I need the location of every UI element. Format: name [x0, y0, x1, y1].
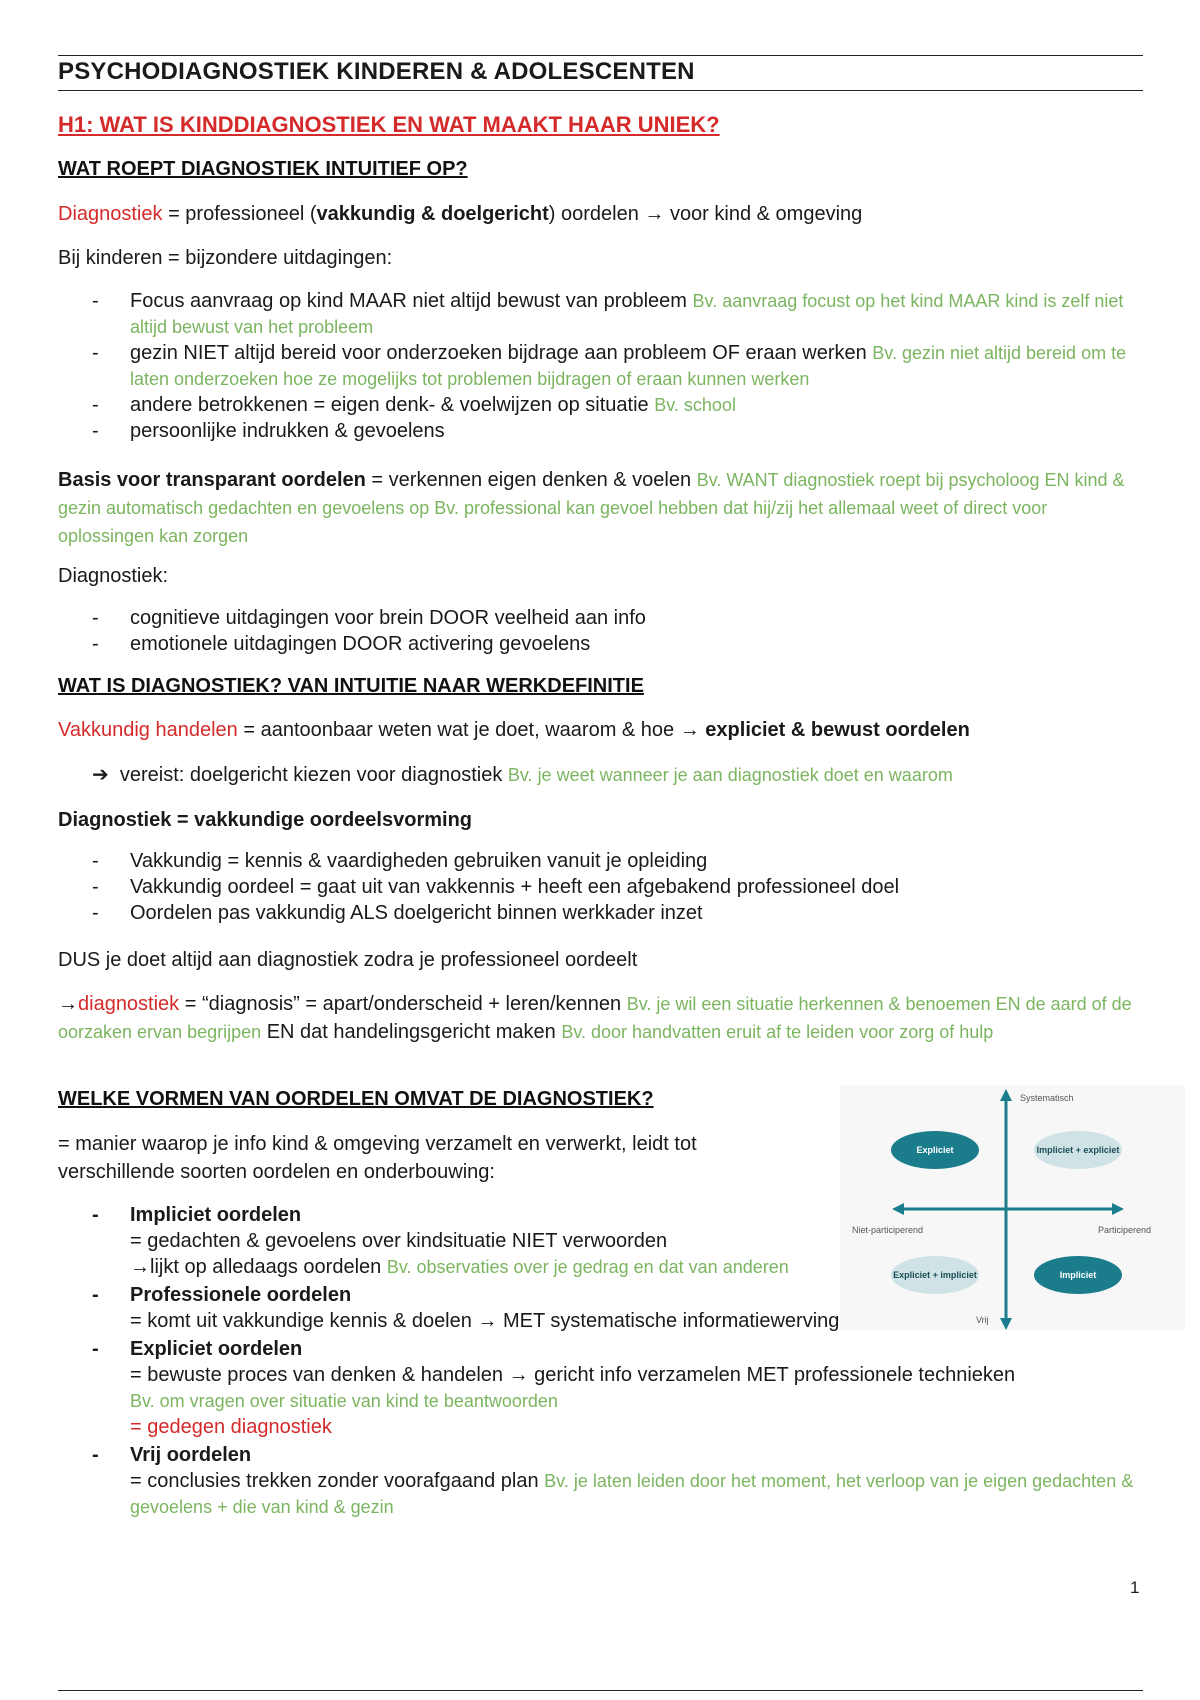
quadrant-label-bottom-left: Expliciet + impliciet: [893, 1270, 977, 1280]
basis-text: = verkennen eigen denken & voelen: [365, 469, 697, 491]
diagnosis-mid: EN dat handelingsgericht maken: [261, 1021, 562, 1043]
definition-term: Diagnostiek: [58, 203, 163, 225]
diagnosis-paragraph: [58, 990, 1143, 1046]
forms-intro: = manier waarop je info kind & omgeving verzamelt en verwerkt, leidt tot verschillende soorten oordelen en onderbouwing:: [58, 1133, 697, 1183]
list-item: - gezin NIET altijd bereid voor onderzoeken bijdrage aan probleem OF eraan werken Bv. gezin niet altijd bereid om te laten onderzoeken hoe ze mogelijks tot problemen bijdragen of eraan kunnen werken: [92, 342, 1127, 389]
axis-label-bottom: Vrij: [976, 1315, 989, 1325]
requirement-line: [92, 762, 953, 787]
arrow-icon: →: [58, 993, 78, 1015]
page-number: 1: [1130, 1578, 1140, 1597]
diagnosis-term: diagnostiek: [78, 993, 180, 1015]
dus-paragraph: DUS je doet altijd aan diagnostiek zodra je professioneel oordeelt: [58, 949, 638, 971]
list-item: - emotionele uitdagingen DOOR activering gevoelens: [92, 633, 591, 655]
requirement-example: Bv. je weet wanneer je aan diagnostiek doet en waarom: [507, 765, 953, 785]
definition-text-a: = professioneel (: [162, 203, 317, 225]
quadrant-label-bottom-right: Impliciet: [1059, 1270, 1097, 1280]
list-item: - Vrij oordelen = conclusies trekken zonder voorafgaand plan Bv. je laten leiden door het moment, het verloop van je eigen gedachten & gevoelens + die van kind & gezin: [92, 1444, 1134, 1517]
list-item: - Impliciet oordelen = gedachten & gevoelens over kindsituatie NIET verwoorden →lijkt op alledaags oordelen Bv. observaties over je gedrag en dat van anderen: [92, 1204, 789, 1278]
definition-paragraph: [58, 200, 1143, 228]
definition-text-b: ) oordelen → voor kind & omgeving: [548, 203, 863, 225]
section-heading-forms: WELKE VORMEN VAN OORDELEN OMVAT DE DIAGNOSTIEK?: [58, 1088, 654, 1110]
vakkundig-term: Vakkundig handelen: [58, 719, 238, 741]
section-heading-definition: WAT IS DIAGNOSTIEK? VAN INTUITIE NAAR WERKDEFINITIE: [58, 675, 644, 697]
diagnosis-example-2: Bv. door handvatten eruit af te leiden voor zorg of hulp: [561, 1022, 994, 1042]
basis-paragraph: [58, 466, 1143, 550]
requirement-text: vereist: doelgericht kiezen voor diagnostiek: [119, 764, 508, 786]
axis-label-right: Participerend: [1098, 1225, 1152, 1235]
quadrant-label-top-right: Impliciet + expliciet: [1036, 1145, 1120, 1155]
basis-example: Bv. WANT diagnostiek roept bij psycholoog EN kind & gezin automatisch gedachten en gevoelens op Bv. professional kan gevoel hebben dat hij/zij het allemaal weet of direct voor oplossingen kan zorgen: [58, 470, 1125, 546]
judgement-quadrant-diagram: [840, 1085, 1185, 1330]
bottom-rule: [58, 1690, 1143, 1691]
challenges-list: [58, 288, 1143, 444]
vakkundig-text: = aantoonbaar weten wat je doet, waarom & hoe →: [237, 719, 706, 741]
vakkundig-bold: expliciet & bewust oordelen: [705, 719, 970, 741]
challenges-intro: Bij kinderen = bijzondere uitdagingen:: [58, 247, 393, 269]
basis-bold: Basis voor transparant oordelen: [58, 469, 366, 491]
list-item: - cognitieve uitdagingen voor brein DOOR veelheid aan info: [92, 607, 646, 629]
list-item: - Vakkundig oordeel = gaat uit van vakkennis + heeft een afgebakend professioneel doel: [92, 876, 900, 898]
list-item: - Oordelen pas vakkundig ALS doelgericht binnen werkkader inzet: [92, 902, 703, 924]
title-rule: [58, 90, 1143, 91]
list-item: - Professionele oordelen = komt uit vakkundige kennis & doelen → MET systematische informatiewerving: [92, 1284, 840, 1332]
list-item: - Focus aanvraag op kind MAAR niet altijd bewust van probleem Bv. aanvraag focust op het kind MAAR kind is zelf niet altijd bewust van het probleem: [92, 290, 1124, 337]
definition-bold: vakkundig & doelgericht: [316, 203, 549, 225]
subheading-oordeelsvorming: Diagnostiek = vakkundige oordeelsvorming: [58, 809, 473, 831]
document-title: PSYCHODIAGNOSTIEK KINDEREN & ADOLESCENTEN: [58, 58, 695, 85]
diagnosis-example-1: Bv. je wil een situatie herkennen & benoemen EN de aard of de oorzaken ervan begrijpen: [58, 994, 1132, 1042]
diagnostiek-label: Diagnostiek:: [58, 565, 169, 587]
axis-label-top: Systematisch: [1020, 1093, 1074, 1103]
list-item: - Vakkundig = kennis & vaardigheden gebruiken vanuit je opleiding: [92, 850, 708, 872]
vakkundig-paragraph: [58, 716, 1143, 744]
axis-label-left: Niet-participerend: [852, 1225, 924, 1235]
list-item: - Expliciet oordelen = bewuste proces van denken & handelen → gericht info verzamelen MET professionele technieken Bv. om vragen over situatie van kind te beantwoorden = gedegen diagnostiek: [92, 1338, 1016, 1438]
top-rule: [58, 55, 1143, 56]
vakkundig-list: [58, 848, 1143, 926]
quadrant-label-top-left: Expliciet: [916, 1145, 954, 1155]
diagnostiek-list: [58, 605, 1143, 657]
list-item: - persoonlijke indrukken & gevoelens: [92, 420, 445, 442]
chapter-heading: H1: WAT IS KINDDIAGNOSTIEK EN WAT MAAKT HAAR UNIEK?: [58, 112, 720, 137]
list-item: - andere betrokkenen = eigen denk- & voelwijzen op situatie Bv. school: [92, 394, 736, 416]
section-heading-intuitive: WAT ROEPT DIAGNOSTIEK INTUITIEF OP?: [58, 158, 468, 180]
arrow-icon: ➔: [92, 764, 109, 786]
diagnosis-text: = “diagnosis” = apart/onderscheid + leren/kennen: [179, 993, 627, 1015]
